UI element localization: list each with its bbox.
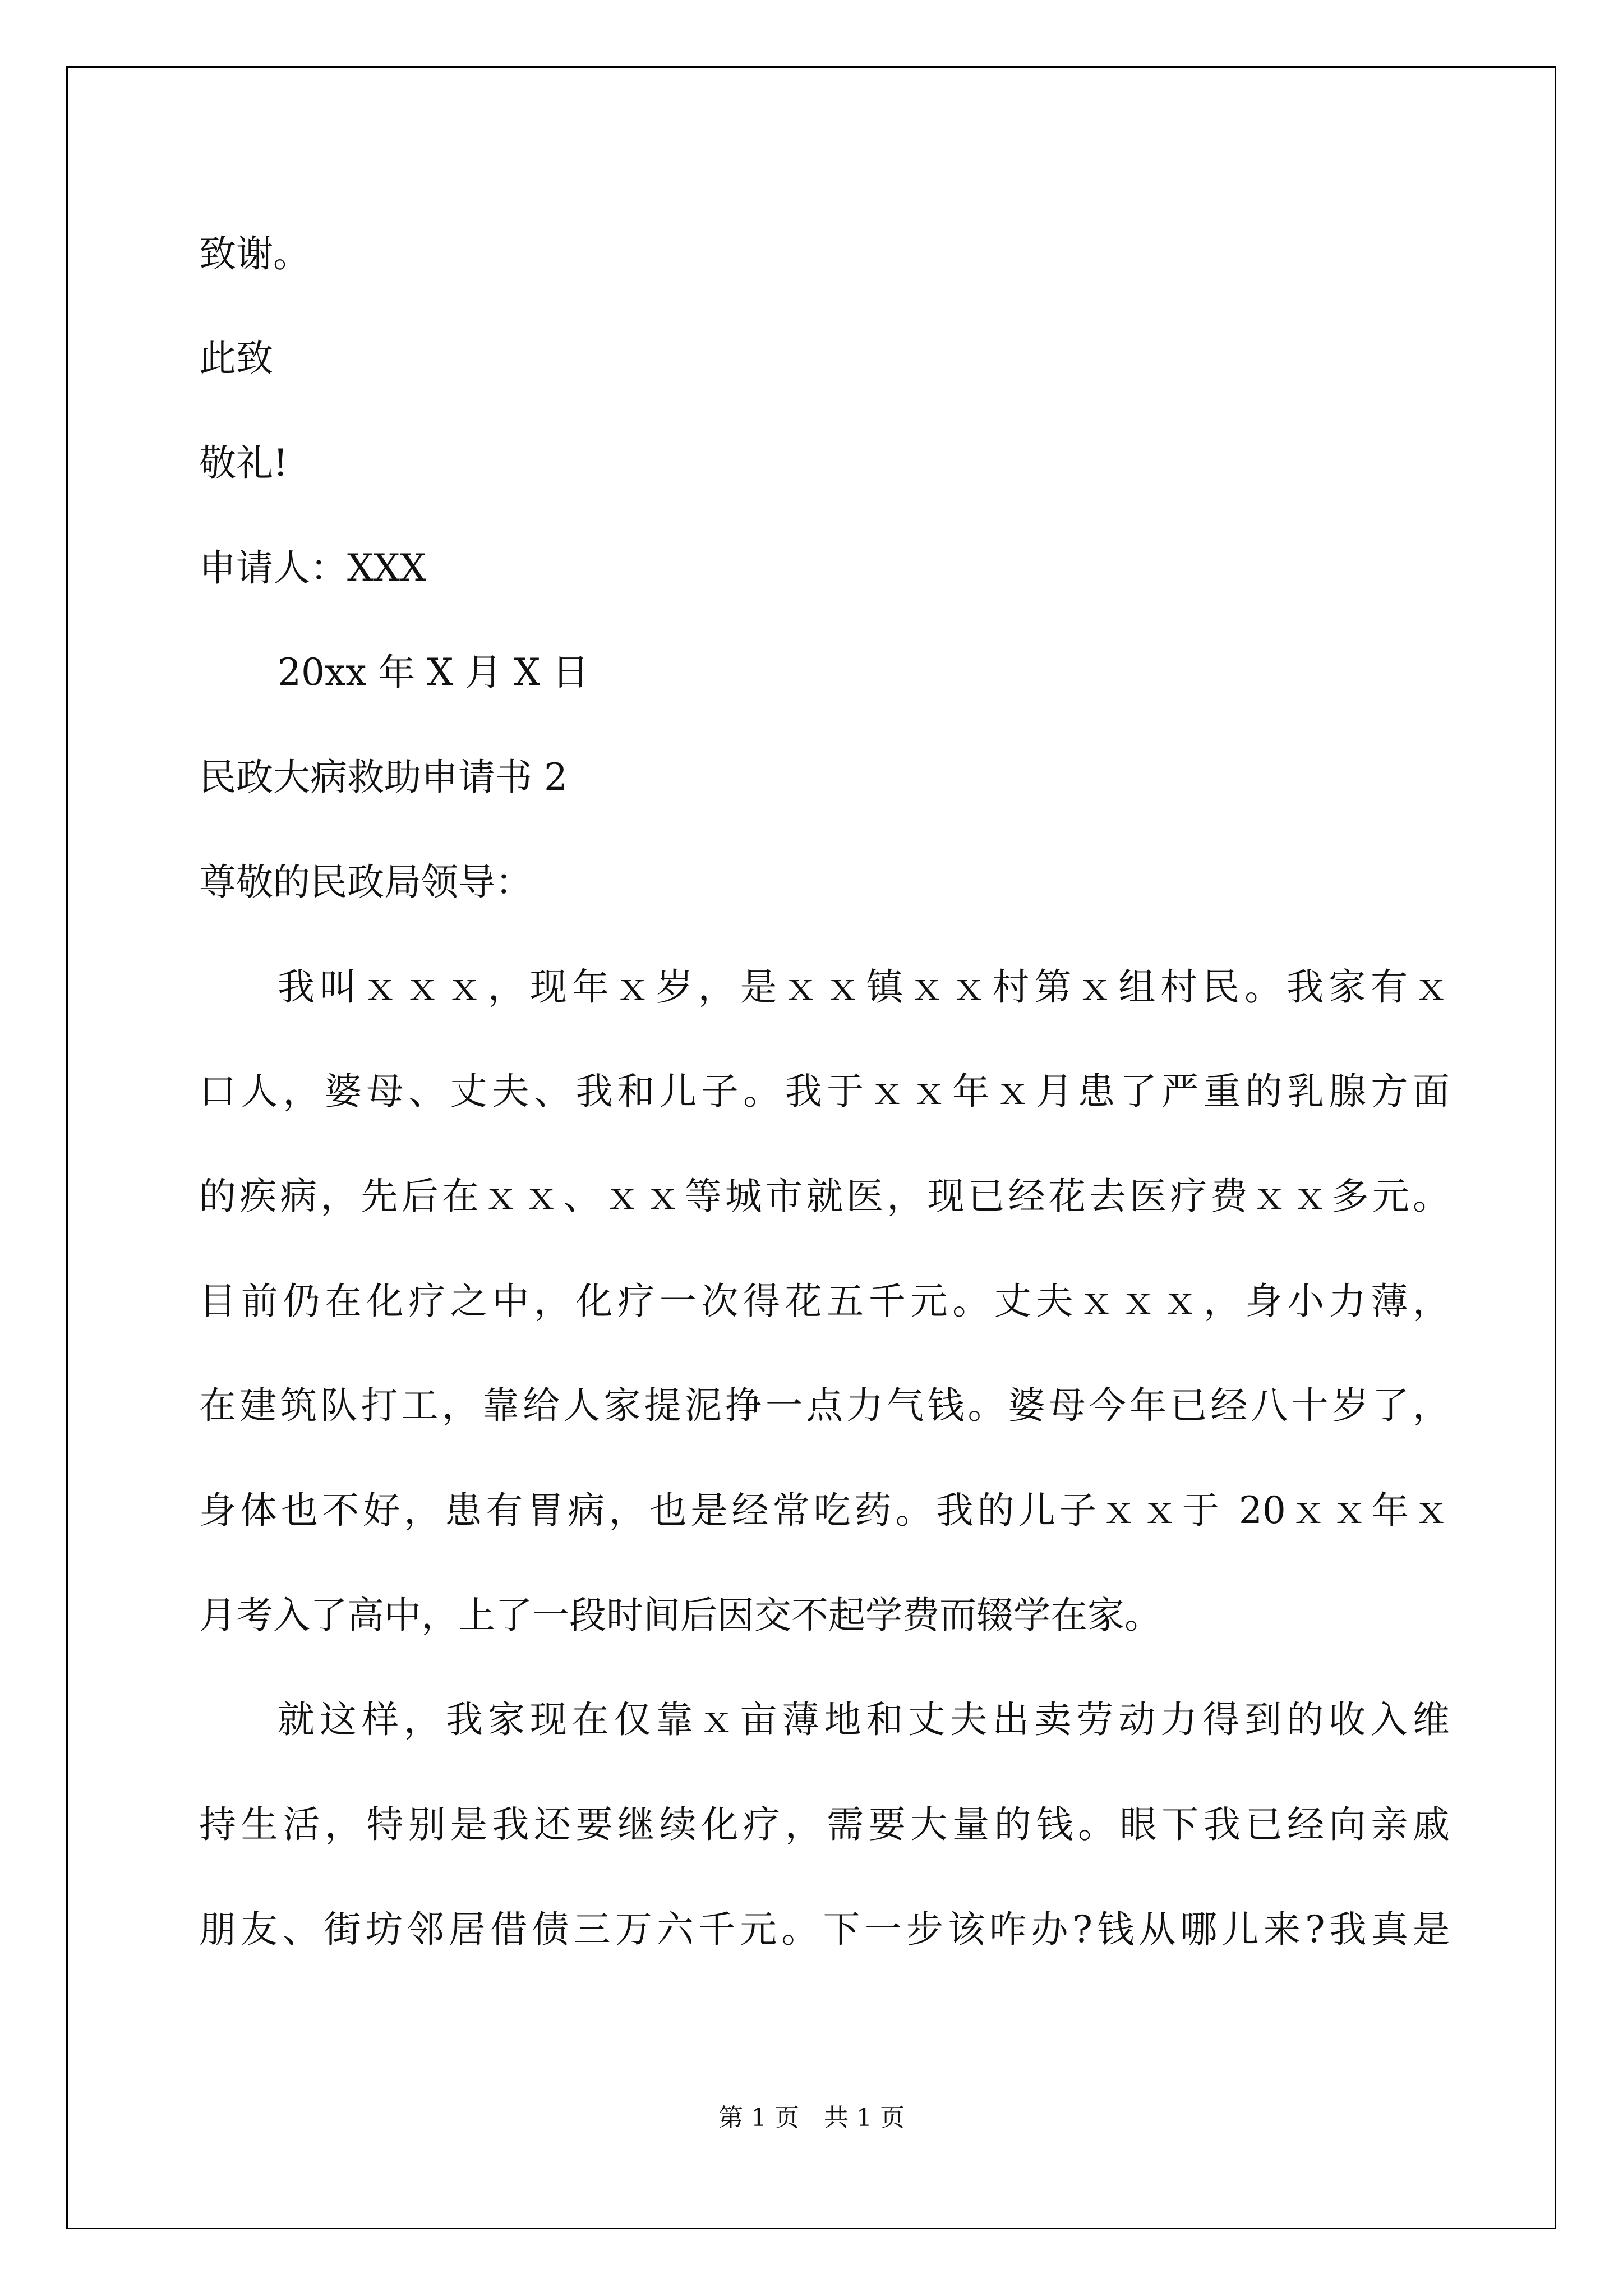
paragraph-2-line: 持生活，特别是我还要继续化疗，需要大量的钱。眼下我已经向亲戚	[199, 1803, 1450, 1846]
paragraph-1-line: 的疾病，先后在ｘｘ、ｘｘ等城市就医，现已经花去医疗费ｘｘ多元。	[199, 1175, 1450, 1218]
paragraph-2-line: 就这样，我家现在仅靠ｘ亩薄地和丈夫出卖劳动力得到的收入维	[278, 1698, 1450, 1741]
paragraph-1-line: 目前仍在化疗之中，化疗一次得花五千元。丈夫ｘｘｘ，身小力薄，	[199, 1280, 1450, 1323]
letter-date: 20xx 年 X 月 X 日	[278, 651, 589, 694]
paragraph-1-line: 我叫ｘｘｘ，现年ｘ岁，是ｘｘ镇ｘｘ村第ｘ组村民。我家有ｘ	[278, 965, 1450, 1009]
page-border	[66, 66, 1556, 2229]
section-title: 民政大病救助申请书 2	[199, 756, 568, 799]
paragraph-1-line: 身体也不好，患有胃病，也是经常吃药。我的儿子ｘｘ于 20ｘｘ年ｘ	[199, 1489, 1450, 1532]
page-footer: 第 1 页 共 1 页	[718, 2104, 905, 2132]
closing-salutation-2: 敬礼!	[199, 441, 288, 485]
paragraph-1-line: 在建筑队打工，靠给人家提泥挣一点力气钱。婆母今年已经八十岁了，	[199, 1384, 1450, 1427]
paragraph-1-line: 月考入了高中，上了一段时间后因交不起学费而辍学在家。	[199, 1594, 1161, 1637]
closing-salutation-1: 此致	[199, 337, 273, 380]
applicant-signature: 申请人：XXX	[199, 546, 426, 590]
closing-thanks: 致谢。	[199, 232, 310, 275]
paragraph-1-line: 口人，婆母、丈夫、我和儿子。我于ｘｘ年ｘ月患了严重的乳腺方面	[199, 1070, 1450, 1113]
greeting: 尊敬的民政局领导：	[199, 861, 532, 904]
paragraph-2-line: 朋友、街坊邻居借债三万六千元。下一步该咋办?钱从哪儿来?我真是	[199, 1908, 1450, 1951]
